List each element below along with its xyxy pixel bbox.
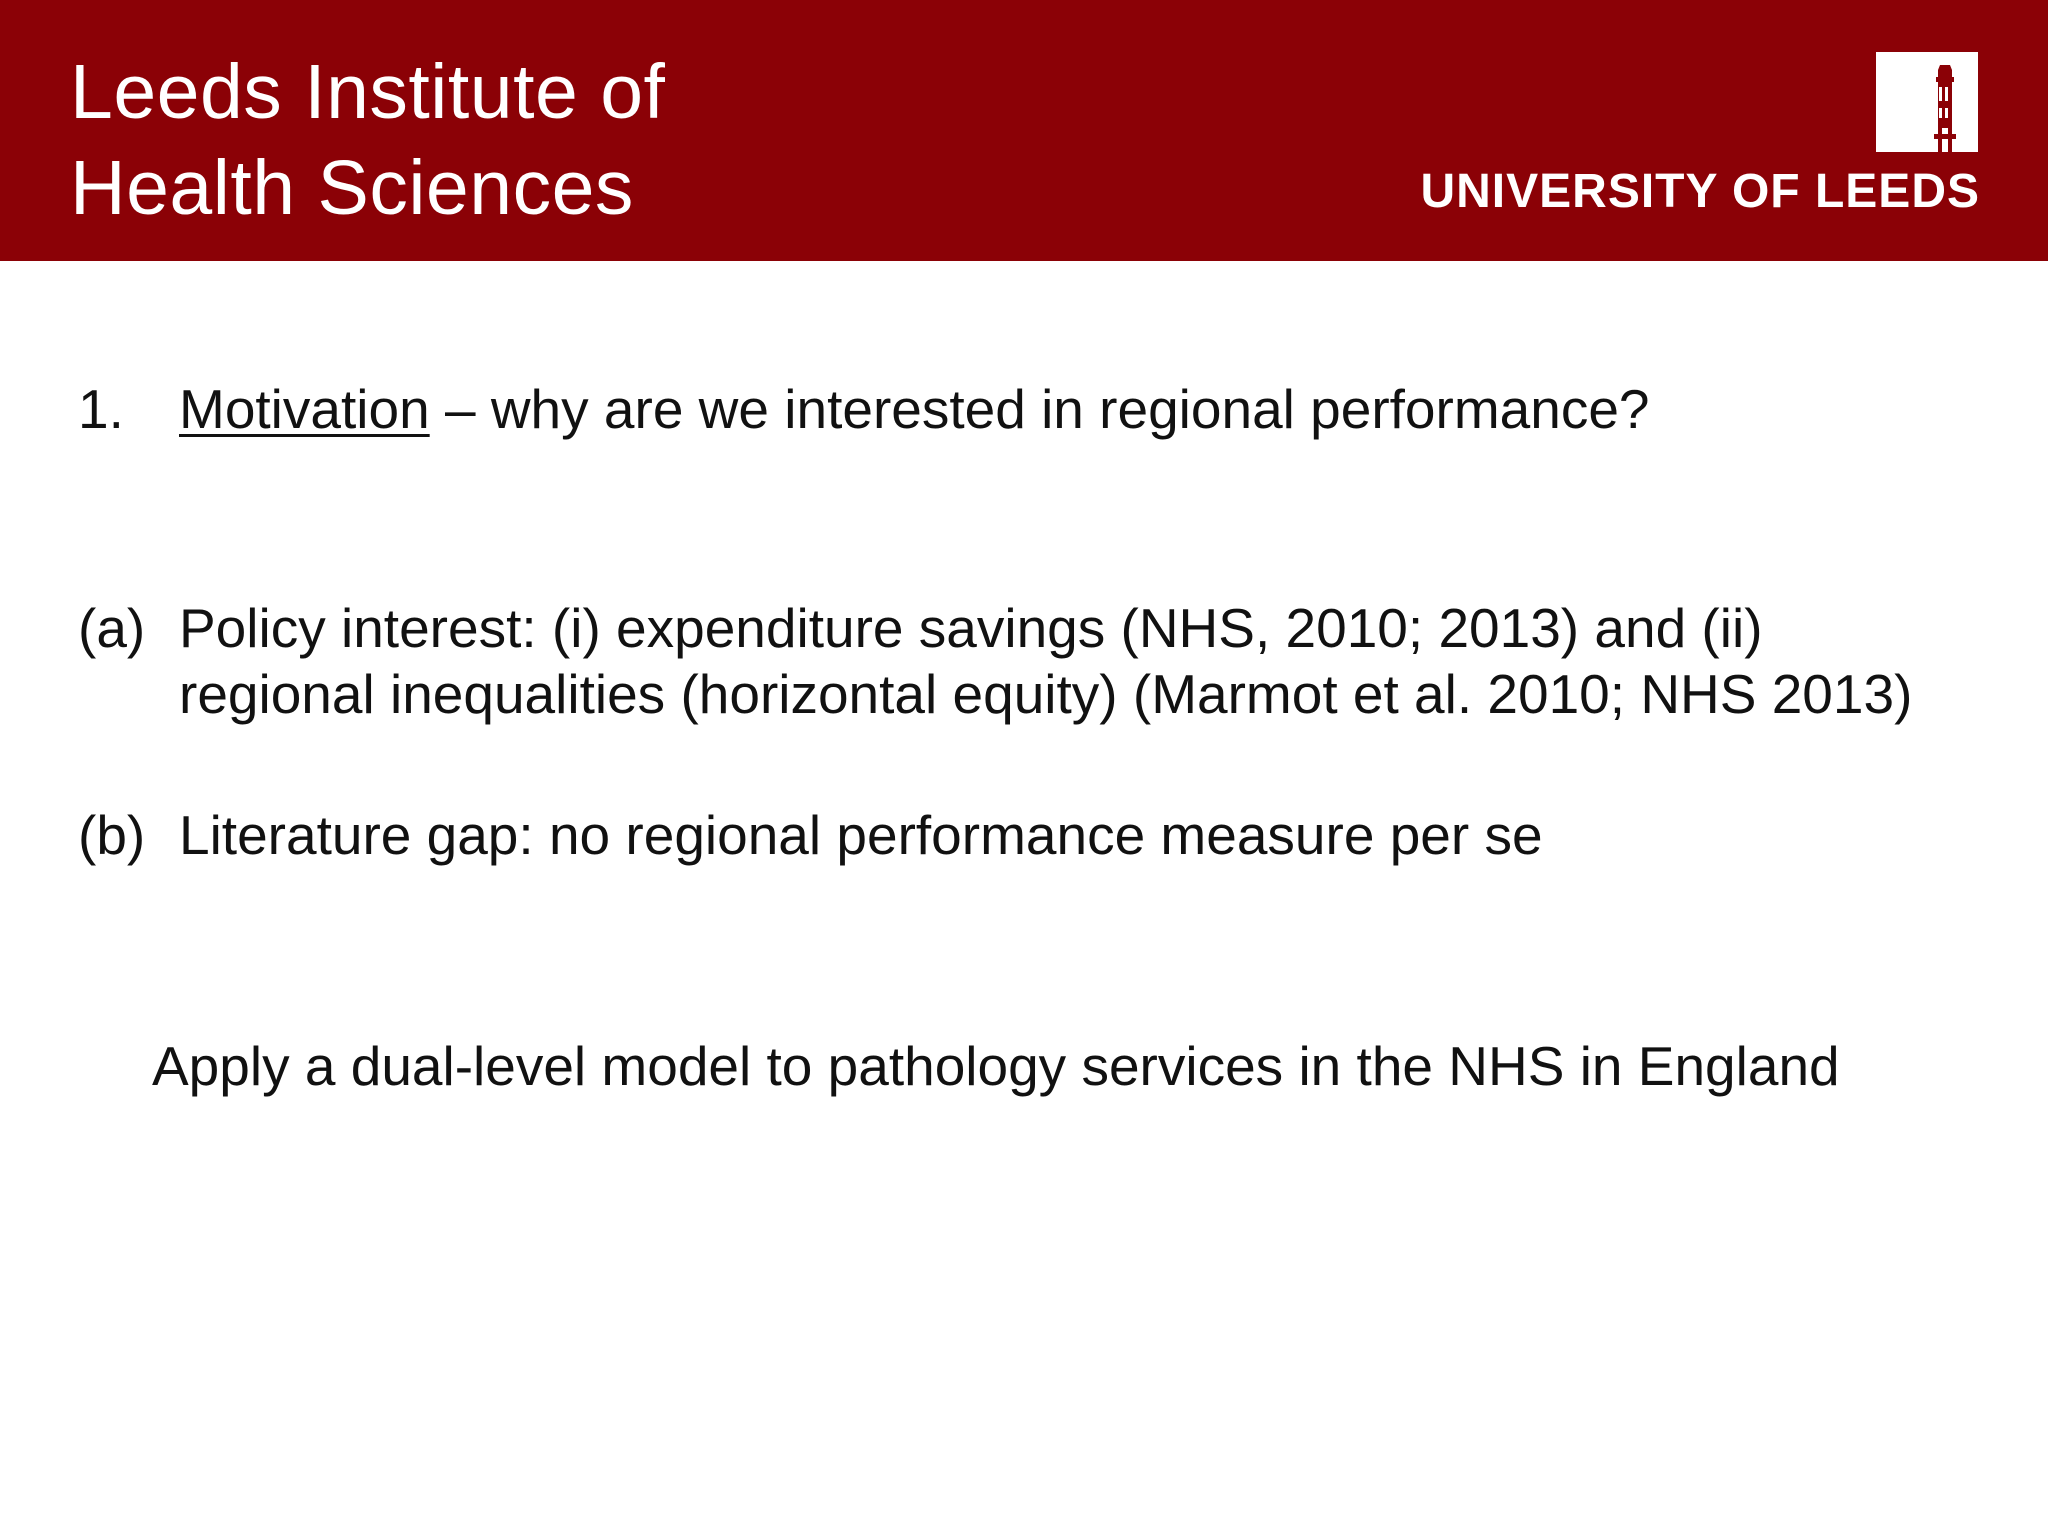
literature-gap-text: Literature gap: no regional performance measure per se bbox=[179, 804, 1543, 866]
university-wordmark: UNIVERSITY OF LEEDS bbox=[1420, 165, 1980, 218]
slide-content bbox=[0, 261, 2048, 1536]
motivation-question: – why are we interested in regional performance? bbox=[429, 378, 1650, 440]
institute-title-line2: Health Sciences bbox=[70, 145, 634, 231]
item-a-marker: (a) bbox=[78, 597, 146, 659]
institute-title bbox=[70, 44, 665, 236]
slide-header bbox=[0, 0, 2048, 261]
institute-title-line1: Leeds Institute of bbox=[70, 49, 666, 135]
item-b-marker: (b) bbox=[78, 804, 146, 866]
conclusion-statement: Apply a dual-level model to pathology services in the NHS in England bbox=[152, 1035, 1840, 1097]
motivation-text bbox=[179, 376, 1650, 442]
policy-interest-line1: Policy interest: (i) expenditure savings (NHS, 2010; 2013) and (ii) bbox=[179, 597, 1763, 659]
item-number: 1. bbox=[78, 378, 124, 440]
university-tower-icon bbox=[1876, 52, 1978, 152]
motivation-title: Motivation bbox=[179, 378, 430, 440]
policy-interest-line2: regional inequalities (horizontal equity) (Marmot et al. 2010; NHS 2013) bbox=[179, 663, 1913, 725]
